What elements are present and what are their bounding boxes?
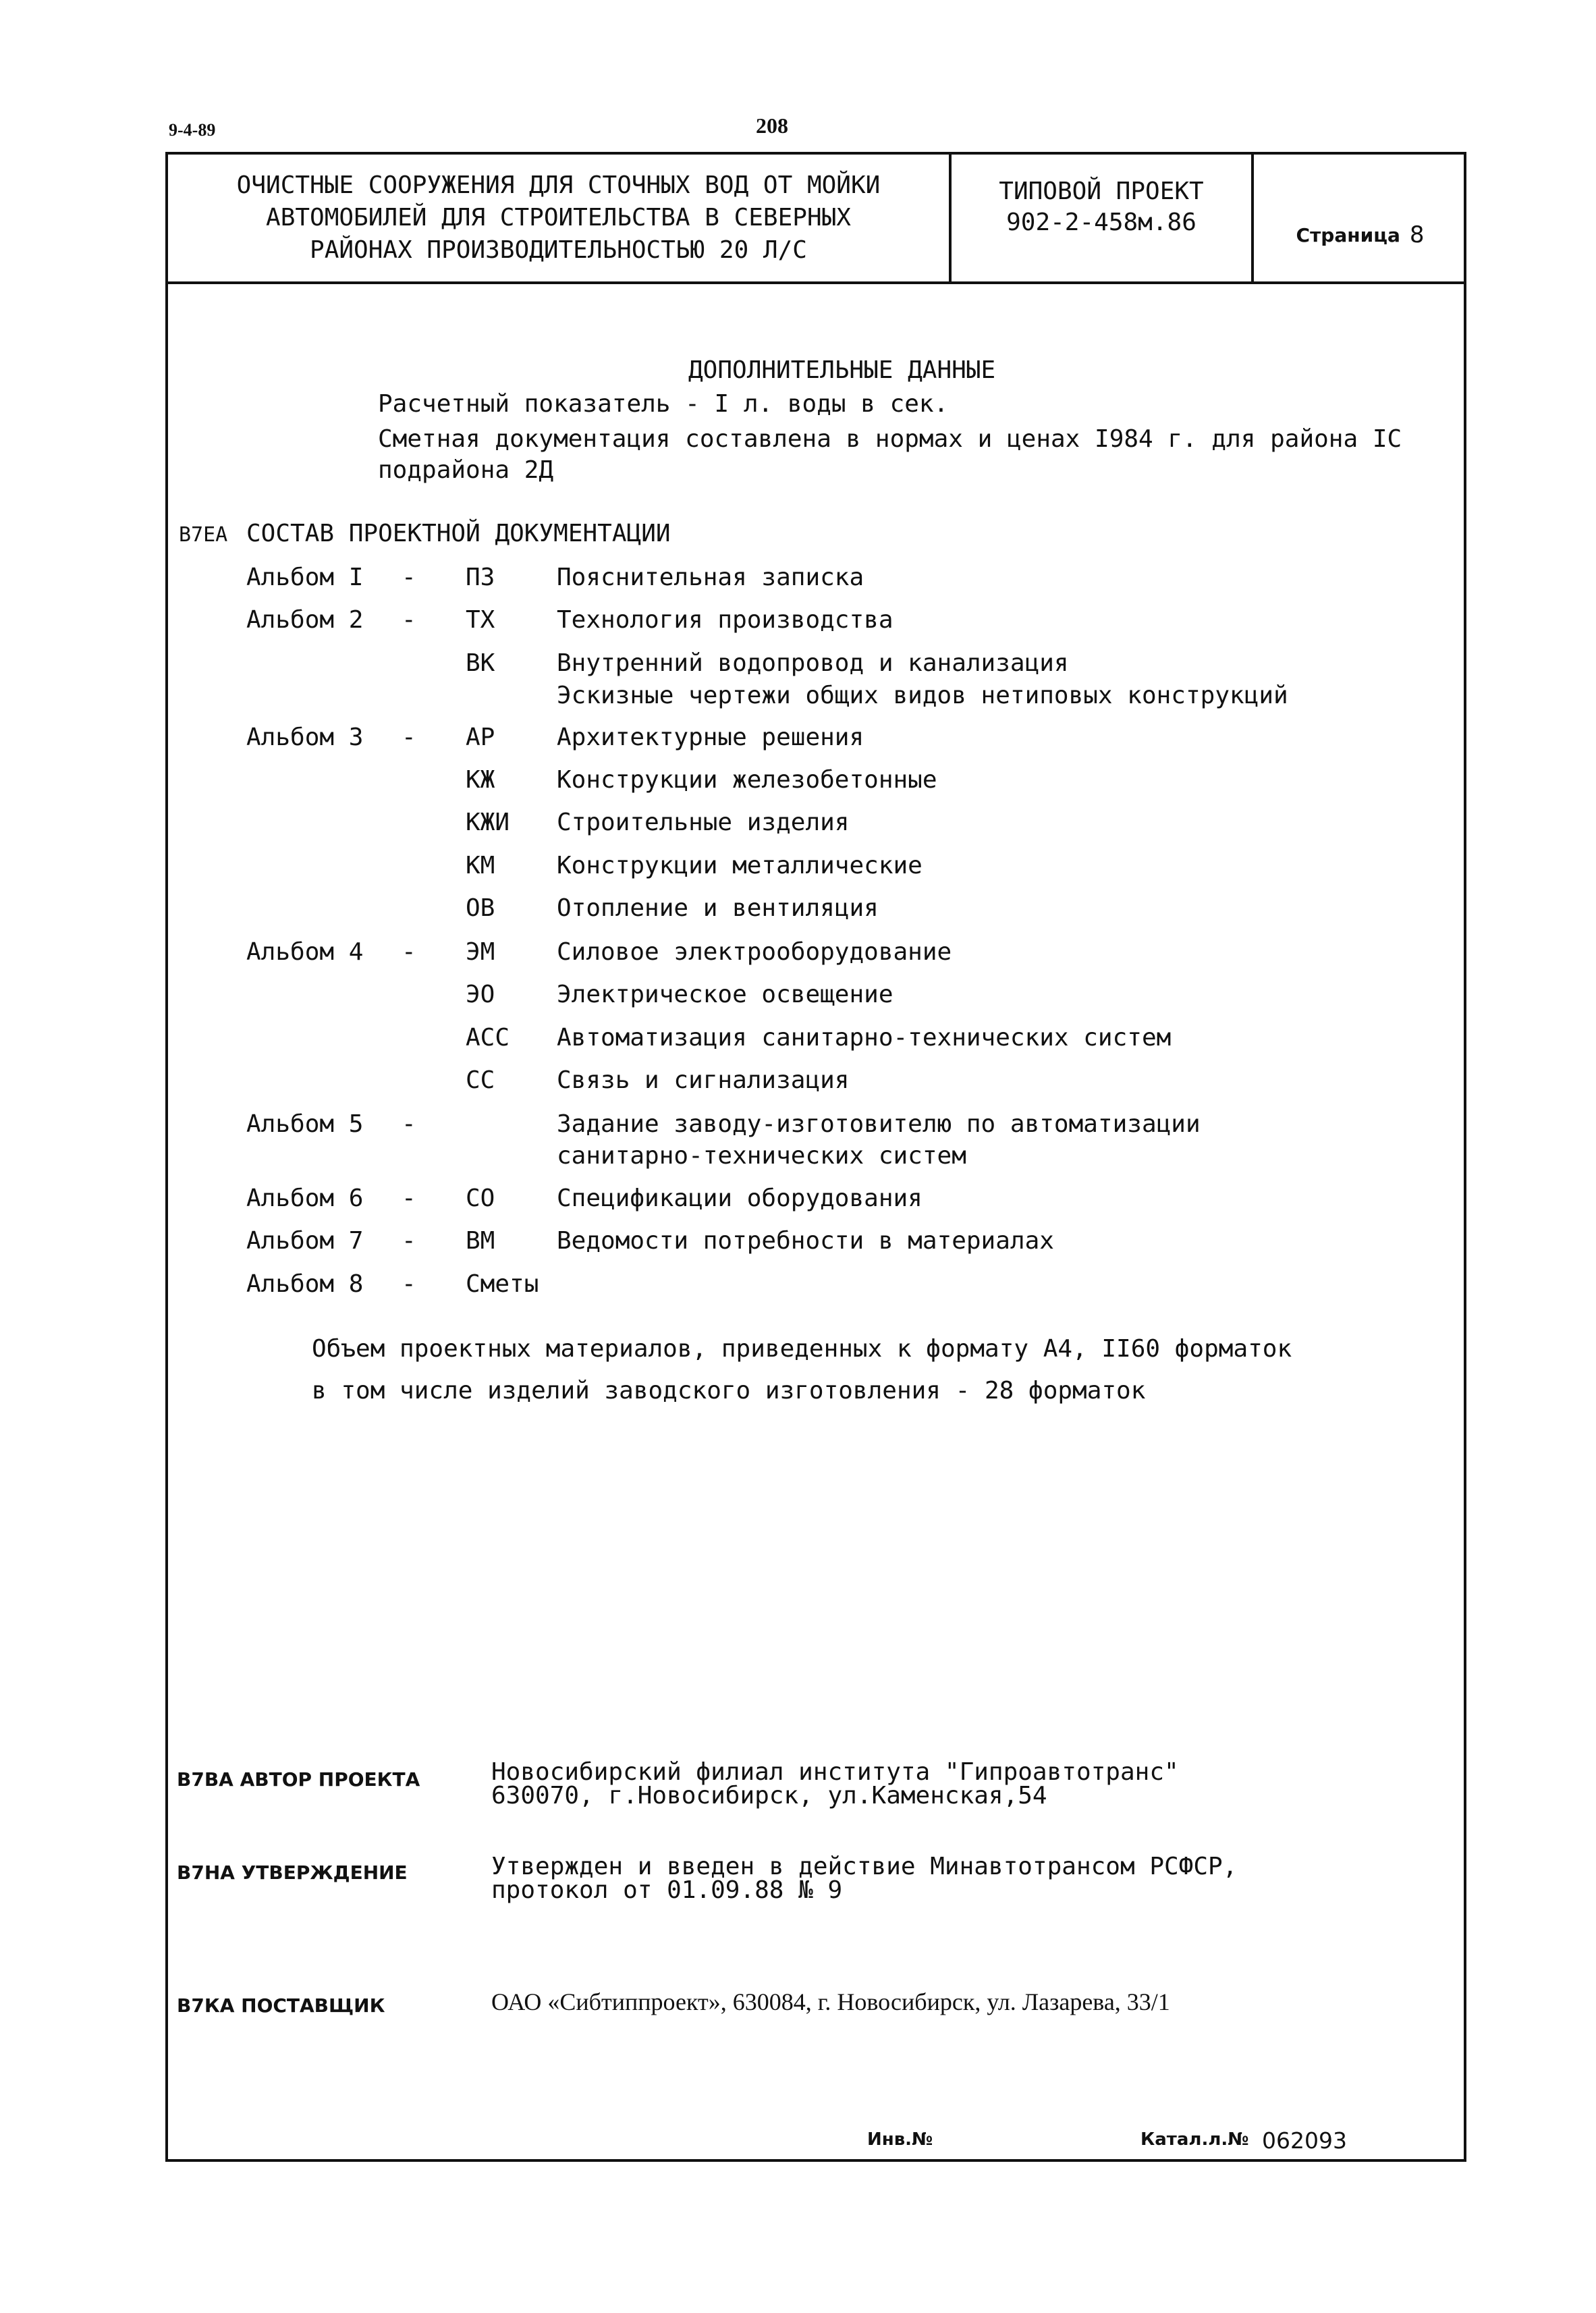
page-label: Страница [1296, 223, 1400, 246]
section-code: КЖ [466, 766, 495, 794]
album-label: Альбом 8 [246, 1270, 364, 1298]
additional-line: Сметная документация составлена в нормах и ценах I984 г. для района IC [378, 425, 1402, 453]
album-dash: - [402, 724, 416, 751]
composition-heading: СОСТАВ ПРОЕКТНОЙ ДОКУМЕНТАЦИИ [246, 520, 671, 547]
document-code: 9-4-89 [169, 120, 216, 140]
album-label: Альбом 2 [246, 606, 364, 634]
approval-line: Утвержден и введен в действие Минавтотрансом РСФСР, [491, 1853, 1238, 1880]
supplier-label: В7КА ПОСТАВЩИК [177, 1994, 385, 2017]
catalog-value: 062093 [1262, 2127, 1347, 2154]
section-code: КМ [466, 852, 495, 879]
section-description: Внутренний водопровод и канализация [557, 649, 1069, 677]
section-code: АСС [466, 1024, 510, 1052]
section-code: КЖИ [466, 809, 510, 836]
album-dash: - [402, 938, 416, 966]
volume-line: Объем проектных материалов, приведенных к формату А4, II60 форматок [312, 1335, 1292, 1363]
header-title-line: ОЧИСТНЫЕ СООРУЖЕНИЯ ДЛЯ СТОЧНЫХ ВОД ОТ МОЙКИ [236, 171, 881, 199]
album-label: Альбом 5 [246, 1110, 364, 1138]
project-label: ТИПОВОЙ ПРОЕКТ [999, 178, 1204, 205]
section-code: ВК [466, 649, 495, 677]
author-line: 630070, г.Новосибирск, ул.Каменская,54 [491, 1782, 1047, 1809]
section-code: ЭО [466, 981, 495, 1008]
page-value: 8 [1409, 221, 1425, 248]
section-description: Спецификации оборудования [557, 1185, 923, 1212]
composition-code: В7ЕА [179, 523, 228, 547]
section-description: Эскизные чертежи общих видов нетиповых конструкций [557, 682, 1288, 709]
header-title-line: РАЙОНАХ ПРОИЗВОДИТЕЛЬНОСТЬЮ 20 Л/С [310, 236, 807, 264]
album-dash: - [402, 1270, 416, 1298]
approval-line: протокол от 01.09.88 № 9 [491, 1876, 843, 1904]
section-description: Задание заводу-изготовителю по автоматизации [557, 1110, 1201, 1138]
section-code: ЭМ [466, 938, 495, 966]
header-project [952, 155, 1254, 281]
section-code: АР [466, 724, 495, 751]
header-title-line: АВТОМОБИЛЕЙ ДЛЯ СТРОИТЕЛЬСТВА В СЕВЕРНЫХ [266, 204, 851, 232]
section-description: Архитектурные решения [557, 724, 864, 751]
section-code: Сметы [466, 1270, 539, 1298]
album-dash: - [402, 1110, 416, 1138]
additional-heading: ДОПОЛНИТЕЛЬНЫЕ ДАННЫЕ [688, 356, 996, 384]
volume-line: в том числе изделий заводского изготовления - 28 форматок [312, 1377, 1146, 1405]
additional-line: подрайона 2Д [378, 456, 554, 484]
section-code: ВМ [466, 1227, 495, 1255]
section-description: Отопление и вентиляция [557, 894, 879, 922]
section-code: СС [466, 1066, 495, 1094]
project-number: 902-2-458м.86 [1006, 209, 1196, 236]
section-description: Строительные изделия [557, 809, 850, 836]
album-label: Альбом I [246, 564, 364, 591]
section-description: Ведомости потребности в материалах [557, 1227, 1054, 1255]
header-row [168, 155, 1464, 284]
author-label: В7ВА АВТОР ПРОЕКТА [177, 1768, 420, 1791]
album-dash: - [402, 606, 416, 634]
album-dash: - [402, 1227, 416, 1255]
section-description: Пояснительная записка [557, 564, 864, 591]
section-description: Конструкции железобетонные [557, 766, 937, 794]
header-title [168, 155, 952, 281]
inventory-label: Инв.№ [867, 2129, 933, 2150]
section-description: Электрическое освещение [557, 981, 893, 1008]
author-line: Новосибирский филиал института "Гипроавтотранс" [491, 1758, 1179, 1786]
page-number: 208 [756, 113, 788, 138]
section-description: санитарно-технических систем [557, 1142, 966, 1170]
section-description: Технология производства [557, 606, 893, 634]
additional-line: Расчетный показатель - I л. воды в сек. [378, 390, 949, 418]
album-label: Альбом 7 [246, 1227, 364, 1255]
section-code: ПЗ [466, 564, 495, 591]
section-description: Конструкции металлические [557, 852, 923, 879]
header-page [1257, 155, 1464, 281]
catalog-label: Катал.л.№ [1140, 2129, 1249, 2150]
section-description: Автоматизация санитарно-технических систем [557, 1024, 1172, 1052]
approval-label: В7НА УТВЕРЖДЕНИЕ [177, 1861, 408, 1884]
supplier-text: ОАО «Сибтиппроект», 630084, г. Новосибирск, ул. Лазарева, 33/1 [491, 1988, 1170, 2015]
section-code: ТХ [466, 606, 495, 634]
section-description: Силовое электрооборудование [557, 938, 952, 966]
section-description: Связь и сигнализация [557, 1066, 850, 1094]
album-label: Альбом 6 [246, 1185, 364, 1212]
section-code: ОВ [466, 894, 495, 922]
album-dash: - [402, 564, 416, 591]
album-label: Альбом 4 [246, 938, 364, 966]
section-code: СО [466, 1185, 495, 1212]
album-label: Альбом 3 [246, 724, 364, 751]
album-dash: - [402, 1185, 416, 1212]
